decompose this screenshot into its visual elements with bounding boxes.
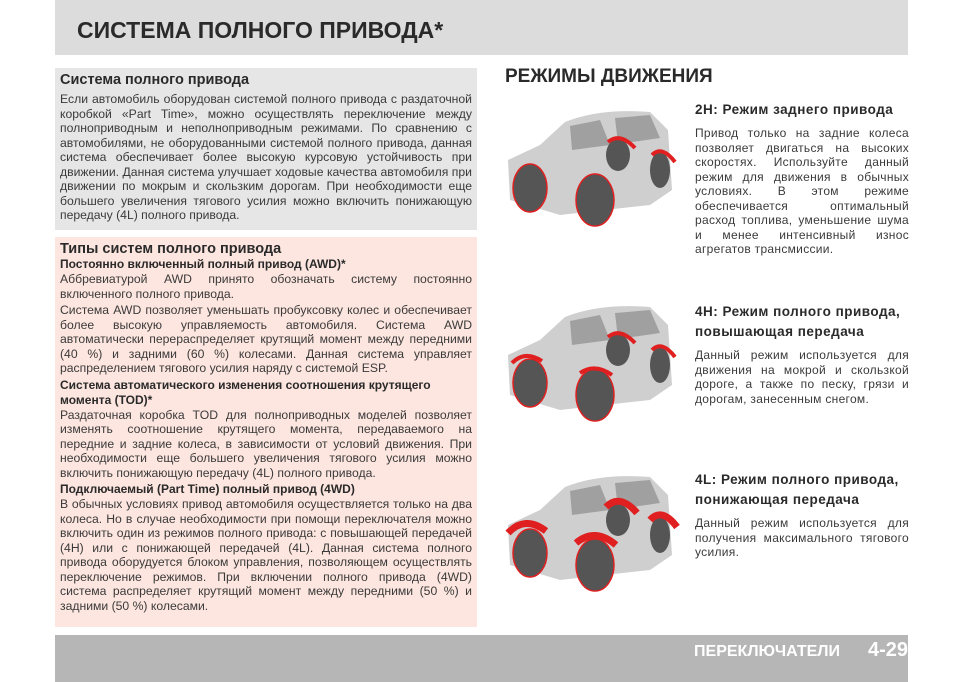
types-title: Типы систем полного привода bbox=[60, 241, 282, 257]
mode-title: 4L: Режим полного привода, понижающая передача bbox=[695, 472, 899, 507]
section-name: ПЕРЕКЛЮЧАТЕЛИ bbox=[694, 643, 840, 660]
modes-title: РЕЖИМЫ ДВИЖЕНИЯ bbox=[505, 66, 713, 87]
mode-text: Привод только на задние колеса позволяет двигаться на высоких скоростях. Используйте данный режим для движения в обычных условиях. В этом режиме обеспечивается оптимальный расход топлива, уменьшение шума и менее интенсивный износ агрегатов трансмиссии. bbox=[695, 126, 909, 256]
page-number: 4-29 bbox=[867, 639, 908, 661]
mode-text: Данный режим используется для получения максимального тягового усилия. bbox=[695, 516, 909, 559]
page-title: СИСТЕМА ПОЛНОГО ПРИВОДА* bbox=[77, 17, 444, 43]
mode-title: 4H: Режим полного привода, повышающая передача bbox=[695, 304, 901, 339]
parttime-title: Подключаемый (Part Time) полный привод (4WD) bbox=[60, 482, 355, 496]
parttime-text: В обычных условиях привод автомобиля осуществляется только на два колеса. Но в случае необходимости при помощи переключателя можно включить один из режимов полного привода: с повышающей передачей (4H) или с понижающей передачей (4L). Данная система полного привода оборудуется блоком управления, позволяющем осуществлять переключение режимов. При включении полного привода (4WD) система распределяет крутящий момент между передними (50 %) и задними (50 %) колесами. bbox=[60, 497, 472, 613]
intro-text: Если автомобиль оборудован системой полного привода с раздаточной коробкой «Part Time», можно осуществлять переключение между полноприводным и неполноприводным режимами. По сравнению с автомобилями, не оборудованными системой полного привода, данная система обеспечивает более высокую курсовую устойчивость при движении. Данная система улучшает ходовые качества автомобиля при движении по мокрым и скользким дорогам. При необходимости еще большего увеличения тягового усилия можно включить понижающую передачу (4L) полного привода. bbox=[60, 92, 472, 222]
mode-title: 2H: Режим заднего привода bbox=[695, 102, 894, 117]
awd-p1: Аббревиатурой AWD принято обозначать систему постоянно включенного полного привода. bbox=[60, 272, 472, 301]
car-image-4h bbox=[500, 295, 690, 435]
intro-title: Система полного привода bbox=[60, 72, 250, 88]
types-box bbox=[55, 237, 477, 627]
page-header bbox=[55, 0, 908, 55]
tod-title: Система автоматического изменения соотношения крутящего момента (TOD)* bbox=[60, 377, 431, 407]
intro-box bbox=[55, 68, 477, 230]
car-image-4l bbox=[500, 465, 690, 605]
awd-title: Постоянно включенный полный привод (AWD)* bbox=[60, 257, 346, 271]
mode-2h bbox=[695, 100, 909, 257]
awd-p2: Система AWD позволяет уменьшать пробуксовку колес и обеспечивает более высокую управляемость автомобиля. Система AWD автоматически перераспределяет крутящий момент между передними (40 %) и задними (60 %) колесами. Данная система управляет распределением тягового усилия наряду с системой ESP. bbox=[60, 303, 472, 375]
page-footer bbox=[55, 635, 908, 682]
mode-text: Данный режим используется для движения на мокрой и скользкой дороге, а также по песку, грязи и дорогам, занесенным снегом. bbox=[695, 348, 909, 406]
mode-4l bbox=[695, 470, 909, 560]
tod-text: Раздаточная коробка TOD для полноприводных моделей позволяет изменять соотношение крутящего момента, передаваемого на передние и задние колеса, в зависимости от условий движения. При необходимости еще большего увеличения тягового усилия можно включить понижающую передачу (4L) полного привода. bbox=[60, 407, 472, 480]
car-image-2h bbox=[500, 100, 690, 240]
mode-4h bbox=[695, 302, 909, 406]
